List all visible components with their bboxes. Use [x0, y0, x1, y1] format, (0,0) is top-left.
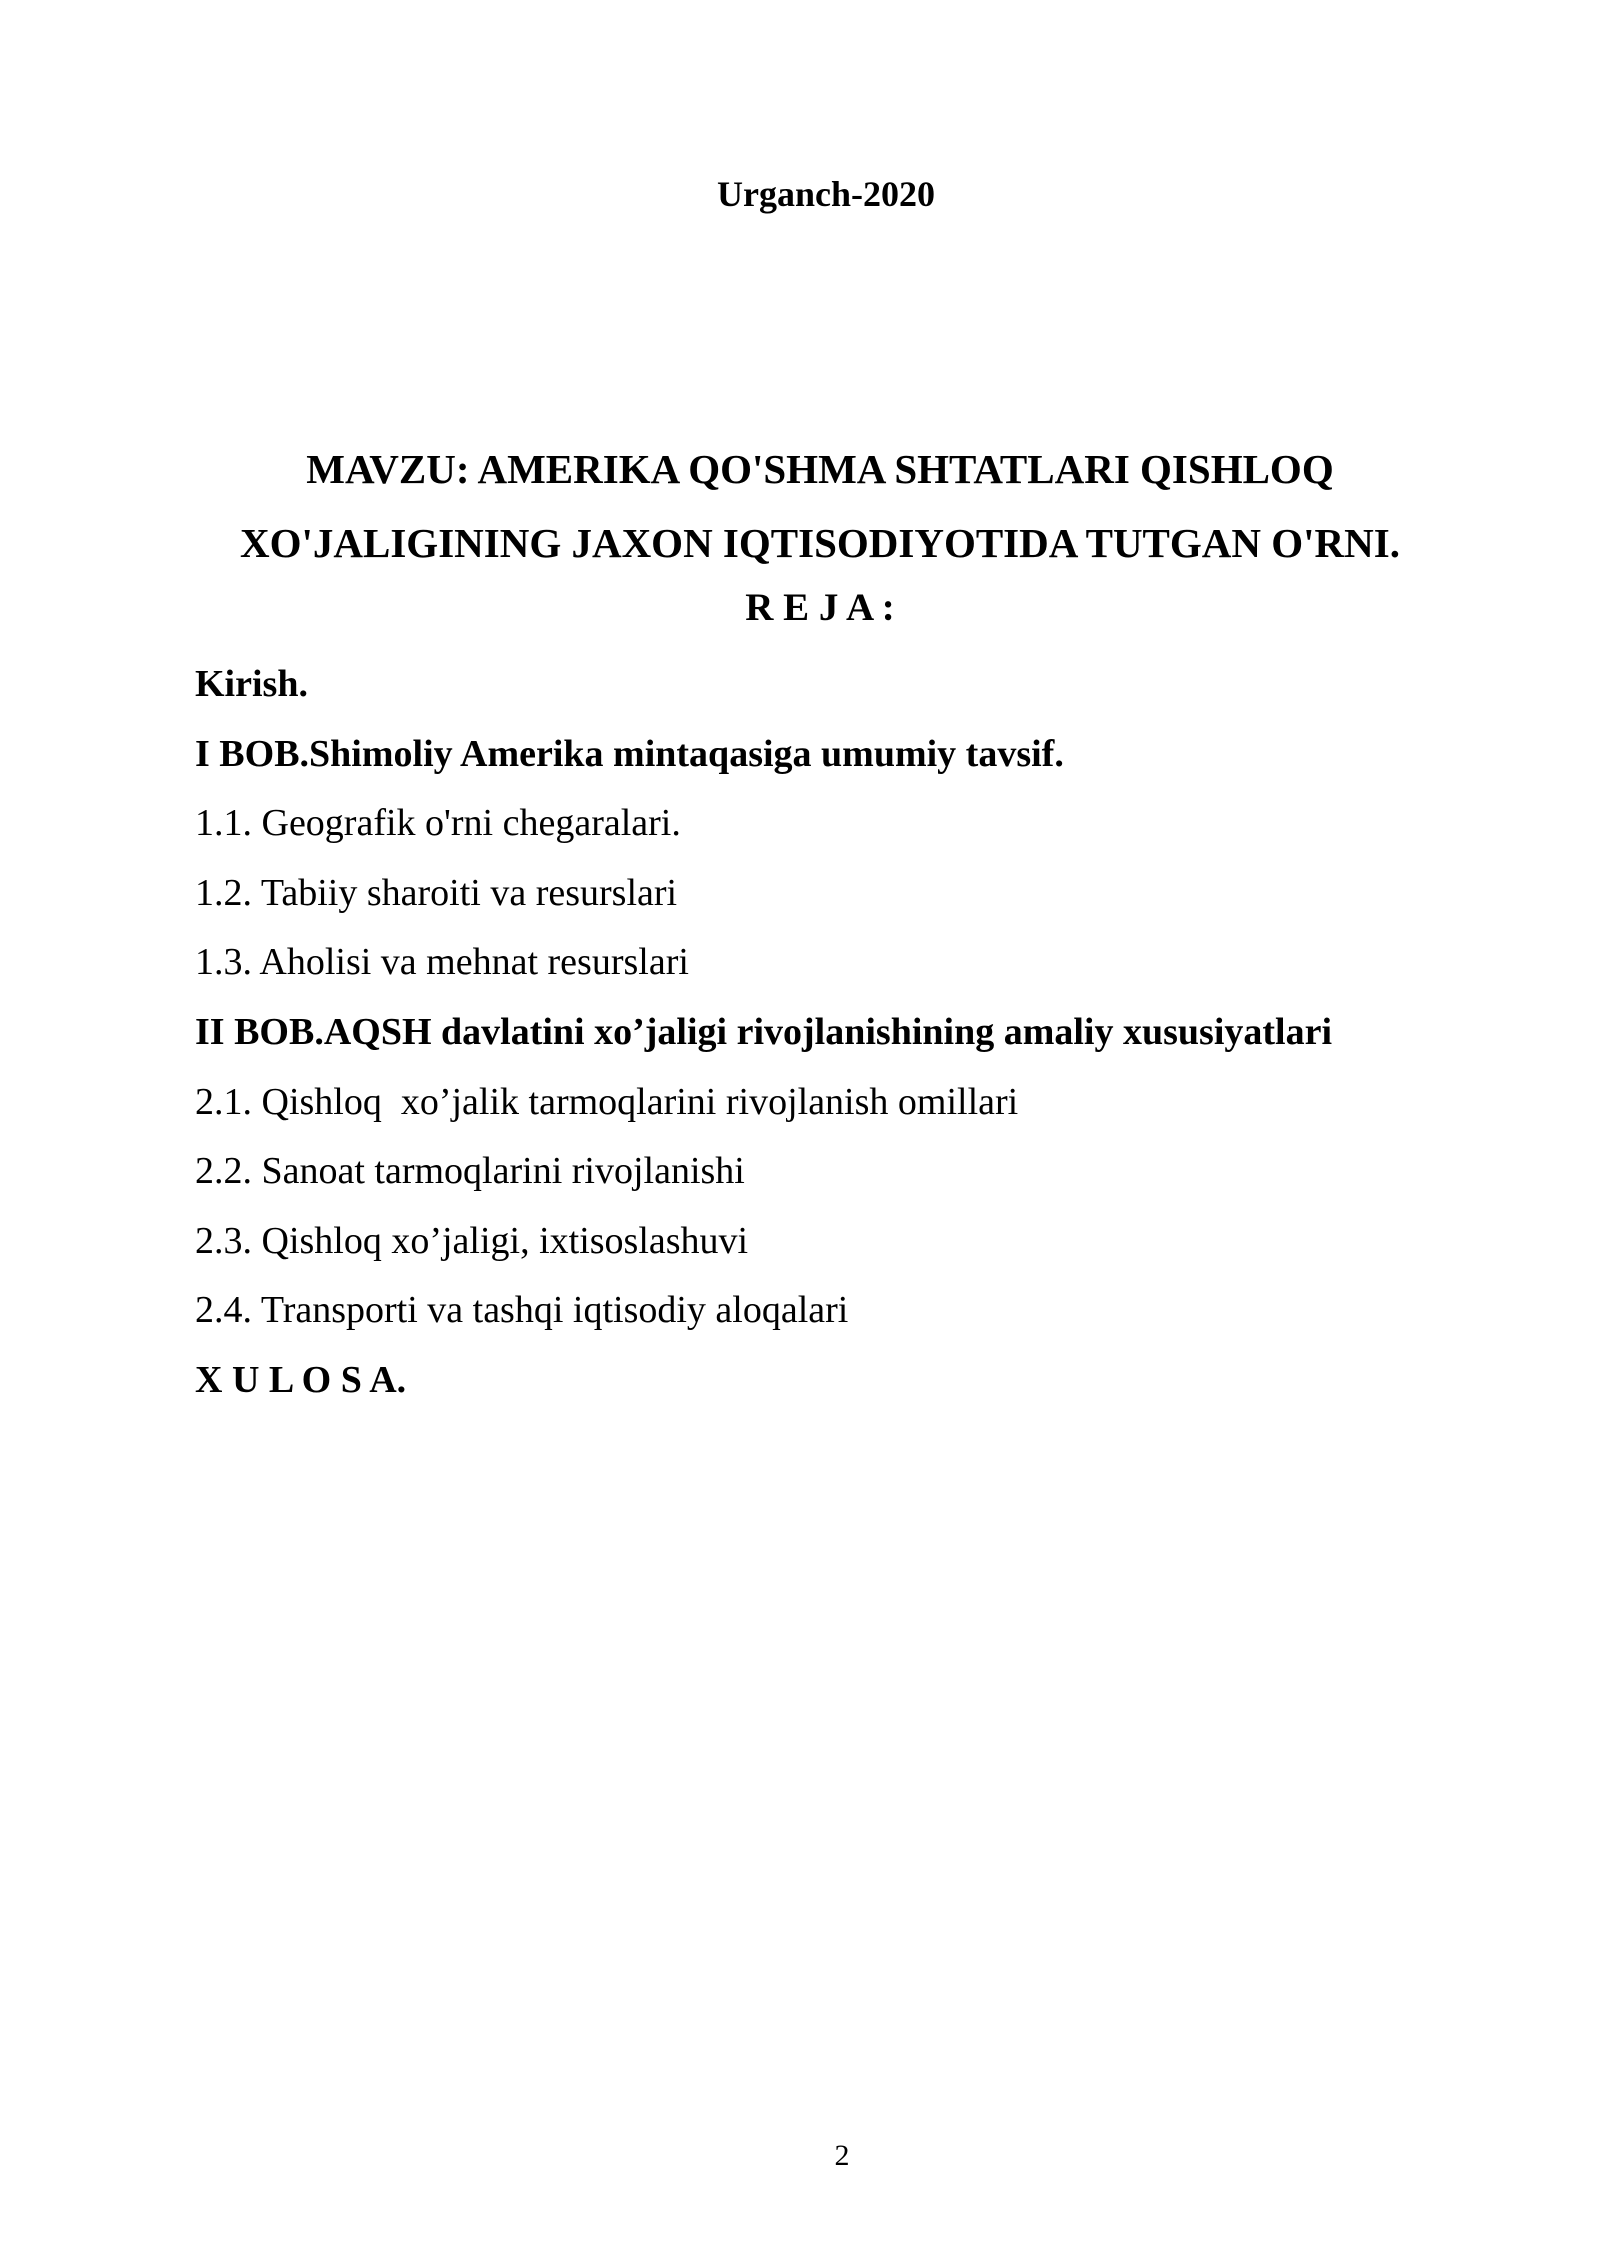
plan-item-introduction: Kirish.	[195, 663, 308, 705]
page-number: 2	[834, 2139, 850, 2172]
plan-item-1-3: 1.3. Aholisi va mehnat resurslari	[195, 941, 689, 984]
plan-item-chapter-1: I BOB.Shimoliy Amerika mintaqasiga umumiy tavsif.	[195, 732, 1064, 775]
plan-item-2-3: 2.3. Qishloq xo’jaligi, ixtisoslashuvi	[195, 1219, 749, 1262]
plan-item-2-1: 2.1. Qishloq xo’jalik tarmoqlarini rivojlanish omillari	[195, 1080, 1019, 1123]
plan-item-1-1: 1.1. Geografik o'rni chegaralari.	[195, 802, 681, 845]
location-year: Urganch-2020	[717, 174, 935, 214]
topic-title	[195, 432, 1445, 580]
plan-item-1-2: 1.2. Tabiiy sharoiti va resurslari	[195, 871, 678, 914]
plan-item-chapter-2: II BOB.AQSH davlatini xo’jaligi rivojlanishining amaliy xususiyatlari	[195, 1010, 1333, 1053]
topic-title-line-2: XO'JALIGINING JAXON IQTISODIYOTIDA TUTGAN O'RNI.	[240, 520, 1400, 566]
topic-title-line-1: MAVZU: AMERIKA QO'SHMA SHTATLARI QISHLOQ	[306, 446, 1334, 492]
plan-heading: R E J A :	[745, 586, 895, 629]
plan-list	[195, 650, 1445, 1416]
plan-item-conclusion: X U L O S A.	[195, 1358, 407, 1401]
plan-item-2-4: 2.4. Transporti va tashqi iqtisodiy aloqalari	[195, 1289, 849, 1332]
plan-item-2-2: 2.2. Sanoat tarmoqlarini rivojlanishi	[195, 1150, 745, 1193]
